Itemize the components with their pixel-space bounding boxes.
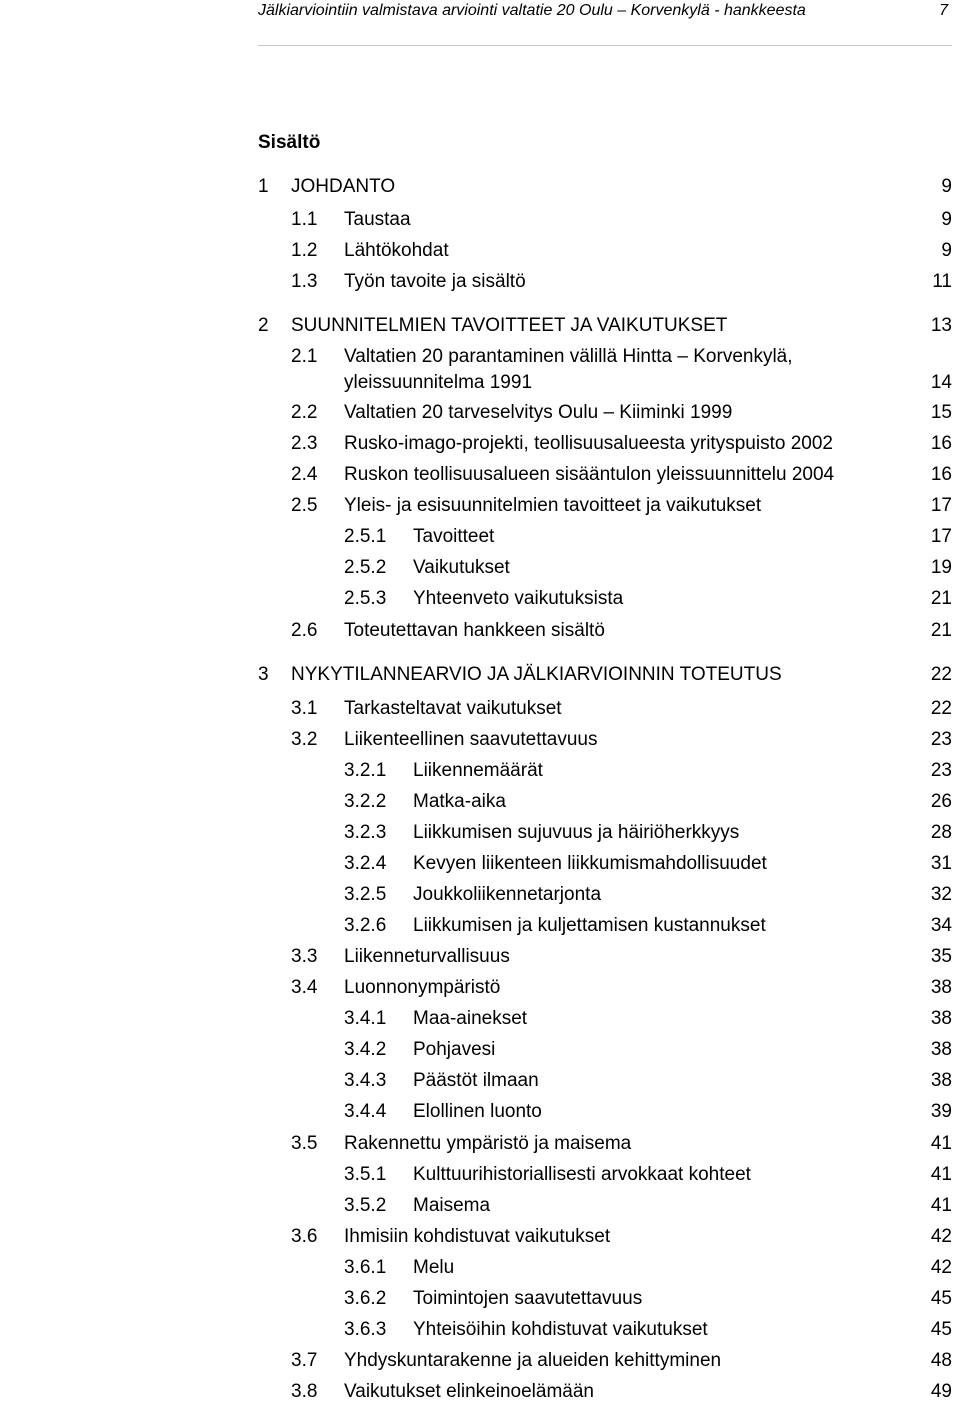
toc-entry-page: 38 [930, 1039, 952, 1060]
toc-entry[interactable] [0, 944, 960, 970]
toc-entry-page: 45 [930, 1288, 952, 1309]
toc-entry-number: 2 [258, 315, 269, 336]
toc-entry-number: 3.2.3 [344, 822, 387, 843]
toc-entry-page: 42 [930, 1257, 952, 1278]
toc-entry-title: Maa-ainekset [413, 1008, 528, 1029]
toc-entry-number: 3.2.4 [344, 853, 387, 874]
toc-entry-title: Joukkoliikennetarjonta [413, 884, 602, 905]
toc-entry[interactable] [0, 618, 960, 644]
toc-entry[interactable] [0, 1068, 960, 1094]
toc-entry-page: 48 [930, 1350, 952, 1371]
toc-entry[interactable] [0, 462, 960, 488]
toc-entry[interactable] [0, 789, 960, 815]
toc-entry[interactable] [0, 820, 960, 846]
toc-entry-number: 2.5.3 [344, 588, 387, 609]
toc-entry-page: 9 [941, 209, 952, 230]
toc-entry-number: 2.3 [291, 433, 318, 454]
toc-entry-page: 42 [930, 1226, 952, 1247]
toc-entry[interactable] [0, 975, 960, 1001]
toc-entry-title: Elollinen luonto [413, 1101, 542, 1122]
toc-entry-page: 35 [930, 946, 952, 967]
toc-entry-page: 39 [930, 1101, 952, 1122]
toc-entry-title: Matka-aika [413, 791, 506, 812]
toc-entry-page: 41 [930, 1195, 952, 1216]
header-page-number: 7 [939, 2, 948, 19]
toc-entry[interactable] [0, 1162, 960, 1188]
toc-entry-title: Luonnonympäristö [344, 977, 501, 998]
toc-entry-page: 26 [930, 791, 952, 812]
toc-entry-number: 3.2.1 [344, 760, 387, 781]
toc-entry-title: Rakennettu ympäristö ja maisema [344, 1133, 632, 1154]
toc-entry-page: 38 [930, 1008, 952, 1029]
toc-entry-title: Päästöt ilmaan [413, 1070, 539, 1091]
toc-entry-page: 28 [930, 822, 952, 843]
toc-entry-page: 16 [930, 433, 952, 454]
toc-entry-page: 9 [941, 240, 952, 261]
toc-entry-page: 22 [930, 664, 952, 685]
toc-entry-number: 2.1 [291, 346, 318, 367]
toc-entry-number: 1.1 [291, 209, 318, 230]
toc-entry-title: Valtatien 20 parantaminen välillä Hintta – Korvenkylä, [344, 346, 793, 367]
toc-entry-number: 3.4.4 [344, 1101, 387, 1122]
toc-entry[interactable] [0, 1348, 960, 1374]
toc-entry[interactable] [0, 400, 960, 426]
toc-entry-title: Yhteisöihin kohdistuvat vaikutukset [413, 1319, 708, 1340]
toc-entry[interactable] [0, 851, 960, 877]
toc-entry-page: 31 [930, 853, 952, 874]
toc-entry-title: Tarkasteltavat vaikutukset [344, 698, 562, 719]
toc-entry-title: Liikenteellinen saavutettavuus [344, 729, 598, 750]
toc-entry-number: 3.8 [291, 1381, 318, 1402]
toc-entry-page: 17 [930, 495, 952, 516]
toc-entry[interactable] [0, 1379, 960, 1405]
toc-entry-page: 9 [941, 176, 952, 197]
toc-entry[interactable] [0, 524, 960, 550]
toc-entry-title: Liikkumisen sujuvuus ja häiriöherkkyys [413, 822, 740, 843]
toc-entry[interactable] [0, 207, 960, 233]
toc-entry-title: Vaikutukset [413, 557, 510, 578]
toc-entry-title: Yhdyskuntarakenne ja alueiden kehittyminen [344, 1350, 722, 1371]
toc-entry[interactable] [0, 662, 960, 688]
toc-entry-number: 3.4.1 [344, 1008, 387, 1029]
toc-entry-number: 3.1 [291, 698, 318, 719]
toc-entry-number: 3.2.2 [344, 791, 387, 812]
toc-entry[interactable] [0, 727, 960, 753]
toc-entry-title: Tavoitteet [413, 526, 495, 547]
toc-entry-page: 21 [930, 588, 952, 609]
toc-entry[interactable] [0, 1286, 960, 1312]
toc-entry-title: Kulttuurihistoriallisesti arvokkaat kohteet [413, 1164, 751, 1185]
toc-entry-title: Kevyen liikenteen liikkumismahdollisuudet [413, 853, 767, 874]
toc-entry-title-continued: yleissuunnitelma 1991 [344, 372, 533, 393]
toc-entry-number: 3.2.6 [344, 915, 387, 936]
toc-entry-title: JOHDANTO [291, 176, 396, 197]
toc-entry-page: 22 [930, 698, 952, 719]
toc-entry-number: 3.7 [291, 1350, 318, 1371]
toc-entry-number: 3 [258, 664, 269, 685]
toc-entry[interactable] [0, 344, 960, 396]
toc-entry[interactable] [0, 913, 960, 939]
toc-entry-page: 49 [930, 1381, 952, 1402]
toc-entry[interactable] [0, 1317, 960, 1343]
toc-entry-title: Toteutettavan hankkeen sisältö [344, 620, 605, 641]
toc-entry-page: 38 [930, 1070, 952, 1091]
toc-entry-number: 3.6 [291, 1226, 318, 1247]
toc-entry-title: Toimintojen saavutettavuus [413, 1288, 643, 1309]
toc-entry[interactable] [0, 758, 960, 784]
toc-entry-number: 3.6.2 [344, 1288, 387, 1309]
toc-entry-number: 1 [258, 176, 269, 197]
toc-entry[interactable] [0, 1193, 960, 1219]
toc-entry-number: 2.5 [291, 495, 318, 516]
toc-entry-number: 3.3 [291, 946, 318, 967]
toc-entry-number: 3.2.5 [344, 884, 387, 905]
toc-entry[interactable] [0, 1037, 960, 1063]
toc-entry-number: 3.6.3 [344, 1319, 387, 1340]
header-title: Jälkiarviointiin valmistava arviointi valtatie 20 Oulu – Korvenkylä - hankkeesta [258, 2, 806, 19]
toc-entry-title: Liikenneturvallisuus [344, 946, 510, 967]
toc-entry-title: Työn tavoite ja sisältö [344, 271, 526, 292]
toc-entry-page: 16 [930, 464, 952, 485]
toc-entry-page: 14 [930, 372, 952, 393]
toc-entry-number: 2.4 [291, 464, 318, 485]
toc-entry[interactable] [0, 882, 960, 908]
toc-entry-title: Yleis- ja esisuunnitelmien tavoitteet ja vaikutukset [344, 495, 762, 516]
toc-entry-page: 23 [930, 760, 952, 781]
toc-entry[interactable] [0, 493, 960, 519]
toc-entry-number: 2.5.2 [344, 557, 387, 578]
toc-entry-page: 21 [930, 620, 952, 641]
toc-entry-number: 3.6.1 [344, 1257, 387, 1278]
toc-entry-number: 2.2 [291, 402, 318, 423]
toc-entry-number: 2.6 [291, 620, 318, 641]
toc-entry-page: 23 [930, 729, 952, 750]
toc-entry-title: Vaikutukset elinkeinoelämään [344, 1381, 594, 1402]
toc-entry-page: 32 [930, 884, 952, 905]
toc-entry-title: Rusko-imago-projekti, teollisuusalueesta yrityspuisto 2002 [344, 433, 833, 454]
toc-entry-title: SUUNNITELMIEN TAVOITTEET JA VAIKUTUKSET [291, 315, 728, 336]
toc-entry-number: 1.2 [291, 240, 318, 261]
toc-entry-number: 3.4.3 [344, 1070, 387, 1091]
toc-entry-page: 17 [930, 526, 952, 547]
toc-entry-page: 13 [930, 315, 952, 336]
toc-entry[interactable] [0, 1224, 960, 1250]
toc-entry-page: 15 [930, 402, 952, 423]
toc-entry-title: Liikennemäärät [413, 760, 543, 781]
toc-entry-number: 3.5 [291, 1133, 318, 1154]
toc-entry-title: Maisema [413, 1195, 491, 1216]
toc-entry[interactable] [0, 174, 960, 200]
toc-entry-number: 3.5.1 [344, 1164, 387, 1185]
toc-entry[interactable] [0, 1131, 960, 1157]
toc-entry-title: Lähtökohdat [344, 240, 449, 261]
toc-entry[interactable] [0, 696, 960, 722]
toc-entry[interactable] [0, 269, 960, 295]
toc-entry[interactable] [0, 1255, 960, 1281]
toc-entry-title: Melu [413, 1257, 455, 1278]
toc-entry-page: 34 [930, 915, 952, 936]
toc-entry-number: 3.4 [291, 977, 318, 998]
toc-entry-title: Taustaa [344, 209, 411, 230]
toc-entry-page: 41 [930, 1164, 952, 1185]
toc-entry[interactable] [0, 431, 960, 457]
toc-entry-page: 41 [930, 1133, 952, 1154]
toc-entry-number: 3.5.2 [344, 1195, 387, 1216]
toc-entry-page: 19 [930, 557, 952, 578]
toc-entry[interactable] [0, 586, 960, 612]
toc-heading: Sisältö [258, 132, 321, 153]
toc-entry-title: Valtatien 20 tarveselvitys Oulu – Kiiminki 1999 [344, 402, 733, 423]
toc-entry-number: 3.4.2 [344, 1039, 387, 1060]
toc-entry-number: 3.2 [291, 729, 318, 750]
toc-entry-title: Ruskon teollisuusalueen sisääntulon yleissuunnittelu 2004 [344, 464, 835, 485]
toc-entry-title: NYKYTILANNEARVIO JA JÄLKIARVIOINNIN TOTEUTUS [291, 664, 782, 685]
toc-entry[interactable] [0, 313, 960, 339]
toc-entry[interactable] [0, 1099, 960, 1125]
toc-entry[interactable] [0, 238, 960, 264]
toc-entry-title: Pohjavesi [413, 1039, 496, 1060]
toc-entry-page: 11 [932, 271, 952, 292]
toc-entry-title: Ihmisiin kohdistuvat vaikutukset [344, 1226, 611, 1247]
toc-entry[interactable] [0, 1006, 960, 1032]
toc-entry-page: 38 [930, 977, 952, 998]
toc-entry-page: 45 [930, 1319, 952, 1340]
toc-entry-number: 1.3 [291, 271, 318, 292]
toc-entry-title: Yhteenveto vaikutuksista [413, 588, 624, 609]
toc-entry-title: Liikkumisen ja kuljettamisen kustannukset [413, 915, 766, 936]
toc-entry-number: 2.5.1 [344, 526, 387, 547]
toc-entry[interactable] [0, 555, 960, 581]
